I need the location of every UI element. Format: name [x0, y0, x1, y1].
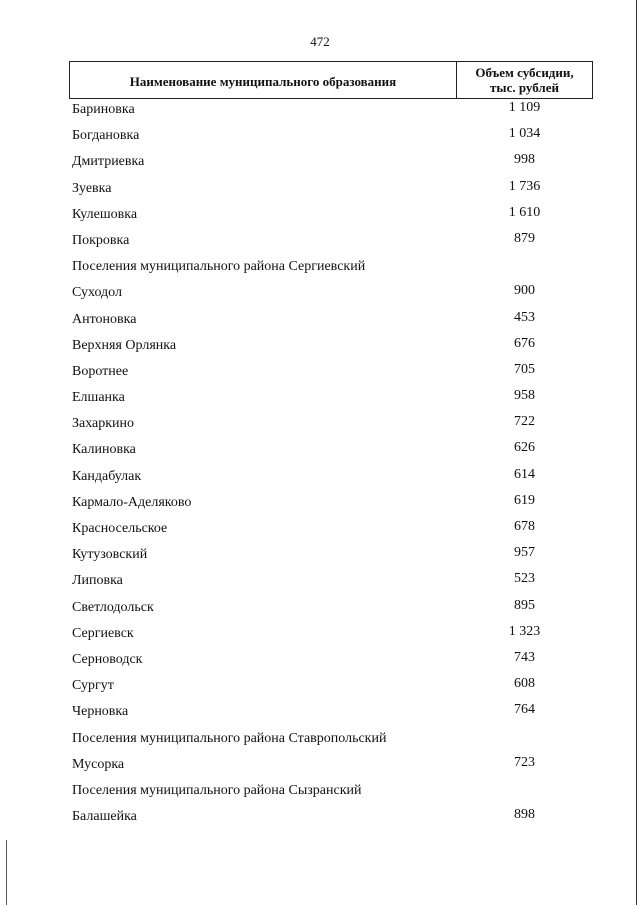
row-value: 900 — [514, 283, 535, 299]
table-row — [0, 335, 640, 361]
row-name: Покровка — [72, 232, 130, 248]
column-header-value — [457, 62, 592, 98]
row-value: 998 — [514, 152, 535, 168]
row-name: Кармало-Аделяково — [72, 494, 192, 510]
table-row — [0, 151, 640, 177]
row-name: Кандабулак — [72, 468, 142, 484]
column-header-value-line2: тыс. рублей — [490, 80, 559, 95]
row-name: Воротнее — [72, 363, 129, 379]
row-name: Сургут — [72, 678, 114, 694]
row-name: Калиновка — [72, 442, 136, 458]
row-value: 723 — [514, 754, 535, 770]
row-value: 958 — [514, 388, 535, 404]
row-name: Красносельское — [72, 521, 168, 536]
row-value: 1 610 — [508, 204, 541, 220]
row-name: Липовка — [72, 573, 123, 589]
row-value: 626 — [514, 440, 535, 456]
table-row — [0, 256, 640, 282]
table-row — [0, 466, 640, 492]
table-header — [69, 61, 593, 99]
row-name: Сергиевск — [72, 625, 134, 641]
table-row — [0, 623, 640, 649]
table-row — [0, 728, 640, 754]
table-row — [0, 204, 640, 230]
row-name: Мусорка — [72, 756, 125, 772]
table-row — [0, 282, 640, 308]
row-value: 957 — [514, 545, 535, 561]
table-row — [0, 413, 640, 439]
row-name: Кутузовский — [72, 547, 148, 563]
row-name: Серноводск — [72, 651, 143, 667]
row-value: 895 — [514, 597, 535, 613]
table-row — [0, 492, 640, 518]
row-name: Кулешовка — [72, 206, 138, 222]
row-name: Зуевка — [72, 180, 112, 196]
table-row — [0, 597, 640, 623]
row-value: 453 — [514, 309, 535, 325]
row-name: Елшанка — [72, 390, 125, 406]
row-name: Бариновка — [72, 102, 135, 117]
row-value: 705 — [514, 361, 535, 377]
row-value: 1 109 — [508, 100, 541, 115]
table-row — [0, 675, 640, 701]
row-name: Поселения муниципального района Сергиевский — [72, 259, 366, 275]
row-value: 676 — [514, 335, 535, 351]
row-value: 898 — [514, 807, 535, 823]
table-row — [0, 701, 640, 727]
row-value: 614 — [514, 466, 535, 482]
row-value: 608 — [514, 676, 535, 692]
table-body — [0, 99, 640, 832]
row-name: Дмитриевка — [72, 154, 145, 170]
row-value: 743 — [514, 649, 535, 665]
row-value: 764 — [514, 702, 535, 718]
column-header-name: Наименование муниципального образования — [70, 62, 457, 98]
table-row — [0, 780, 640, 806]
table-row — [0, 387, 640, 413]
table-row — [0, 544, 640, 570]
row-name: Верхняя Орлянка — [72, 337, 177, 353]
table-row — [0, 754, 640, 780]
scan-left-edge — [6, 840, 7, 905]
row-value: 1 323 — [508, 623, 541, 639]
row-value: 1 034 — [508, 126, 541, 142]
row-name: Захаркино — [72, 416, 135, 432]
row-value: 678 — [514, 519, 535, 534]
page-number: 472 — [310, 34, 330, 49]
row-name: Суходол — [72, 285, 122, 301]
table-row — [0, 178, 640, 204]
row-value: 619 — [514, 492, 535, 508]
table-row — [0, 518, 640, 544]
row-name: Богдановка — [72, 128, 140, 144]
table-row — [0, 230, 640, 256]
row-value: 722 — [514, 414, 535, 430]
table-row — [0, 439, 640, 465]
row-name: Светлодольск — [72, 599, 154, 615]
row-value: 879 — [514, 230, 535, 246]
table-row — [0, 361, 640, 387]
table-row — [0, 125, 640, 151]
scan-right-edge — [636, 0, 637, 905]
row-value: 523 — [514, 571, 535, 587]
row-name: Антоновка — [72, 311, 137, 327]
row-name: Черновка — [72, 704, 129, 720]
table-row — [0, 99, 640, 125]
row-name: Балашейка — [72, 809, 137, 825]
table-row — [0, 806, 640, 832]
table-row — [0, 649, 640, 675]
row-name: Поселения муниципального района Ставропольский — [72, 730, 387, 746]
row-value: 1 736 — [508, 178, 541, 194]
table-row — [0, 309, 640, 335]
column-header-value-line1: Объем субсидии, — [475, 65, 574, 80]
table-row — [0, 570, 640, 596]
row-name: Поселения муниципального района Сызранский — [72, 782, 362, 798]
